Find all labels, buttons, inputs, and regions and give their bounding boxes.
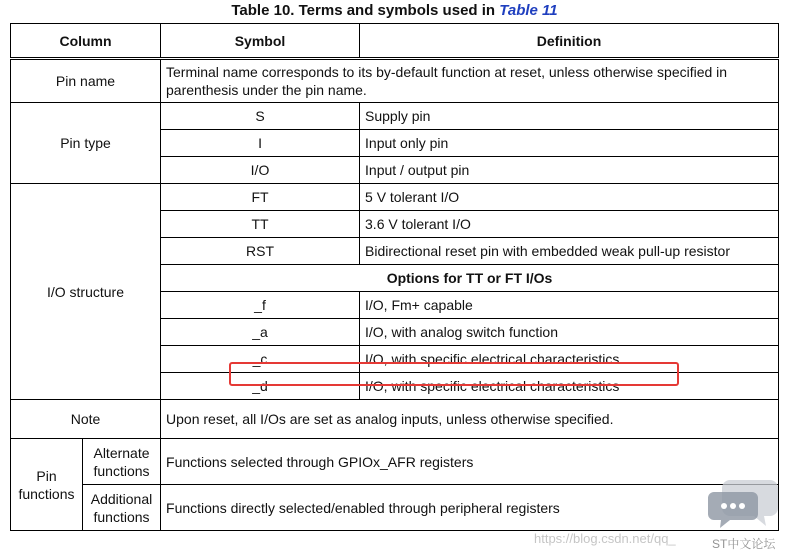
symbol-cell: FT	[161, 184, 360, 211]
watermark-brand: ST中文论坛	[712, 537, 776, 551]
definition-cell: 5 V tolerant I/O	[360, 184, 779, 211]
definition-cell: Input / output pin	[360, 157, 779, 184]
symbol-cell: I	[161, 130, 360, 157]
table-row	[11, 439, 779, 485]
table-row	[11, 400, 779, 439]
definition-cell: I/O, with specific electrical characteristics	[360, 346, 779, 373]
note-definition: Upon reset, all I/Os are set as analog inputs, unless otherwise specified.	[161, 400, 779, 439]
highlight-box	[229, 362, 679, 386]
additional-functions-label: Additional functions	[83, 485, 161, 531]
symbol-cell: _c	[161, 346, 360, 373]
table-row	[11, 485, 779, 531]
caption-text: Table 10. Terms and symbols used in	[231, 2, 500, 19]
symbol-cell: TT	[161, 211, 360, 238]
definition-cell: Supply pin	[360, 103, 779, 130]
symbol-cell: S	[161, 103, 360, 130]
column-header: Column	[11, 24, 161, 59]
header-row	[11, 24, 779, 59]
watermark-url: https://blog.csdn.net/qq_	[534, 531, 676, 546]
pin-functions-cell: Pin functions	[11, 439, 83, 531]
table-row	[11, 103, 779, 130]
symbol-cell: _f	[161, 292, 360, 319]
pin-type-cell: Pin type	[11, 103, 161, 184]
table-caption	[0, 2, 789, 19]
options-heading: Options for TT or FT I/Os	[161, 265, 779, 292]
definition-cell: I/O, Fm+ capable	[360, 292, 779, 319]
io-structure-cell: I/O structure	[11, 184, 161, 400]
table-row	[11, 59, 779, 103]
definition-cell: Functions directly selected/enabled through peripheral registers	[161, 485, 779, 531]
definition-cell: Bidirectional reset pin with embedded weak pull-up resistor	[360, 238, 779, 265]
symbol-cell: _a	[161, 319, 360, 346]
symbol-cell: _d	[161, 373, 360, 400]
definition-cell: Input only pin	[360, 130, 779, 157]
definition-cell: Functions selected through GPIOx_AFR registers	[161, 439, 779, 485]
note-cell: Note	[11, 400, 161, 439]
symbol-cell: I/O	[161, 157, 360, 184]
symbol-cell: RST	[161, 238, 360, 265]
table-11-link[interactable]: Table 11	[499, 2, 558, 19]
definition-cell: 3.6 V tolerant I/O	[360, 211, 779, 238]
pin-name-definition: Terminal name corresponds to its by-default function at reset, unless otherwise specified in parenthesis under the pin name.	[161, 59, 779, 103]
alternate-functions-label: Alternate functions	[83, 439, 161, 485]
pin-name-cell: Pin name	[11, 59, 161, 103]
terms-symbols-table	[10, 23, 779, 531]
definition-cell: I/O, with analog switch function	[360, 319, 779, 346]
definition-cell: I/O, with specific electrical characteristics	[360, 373, 779, 400]
definition-header: Definition	[360, 24, 779, 59]
symbol-header: Symbol	[161, 24, 360, 59]
table-row	[11, 184, 779, 211]
chat-bubble-icon	[708, 476, 780, 530]
